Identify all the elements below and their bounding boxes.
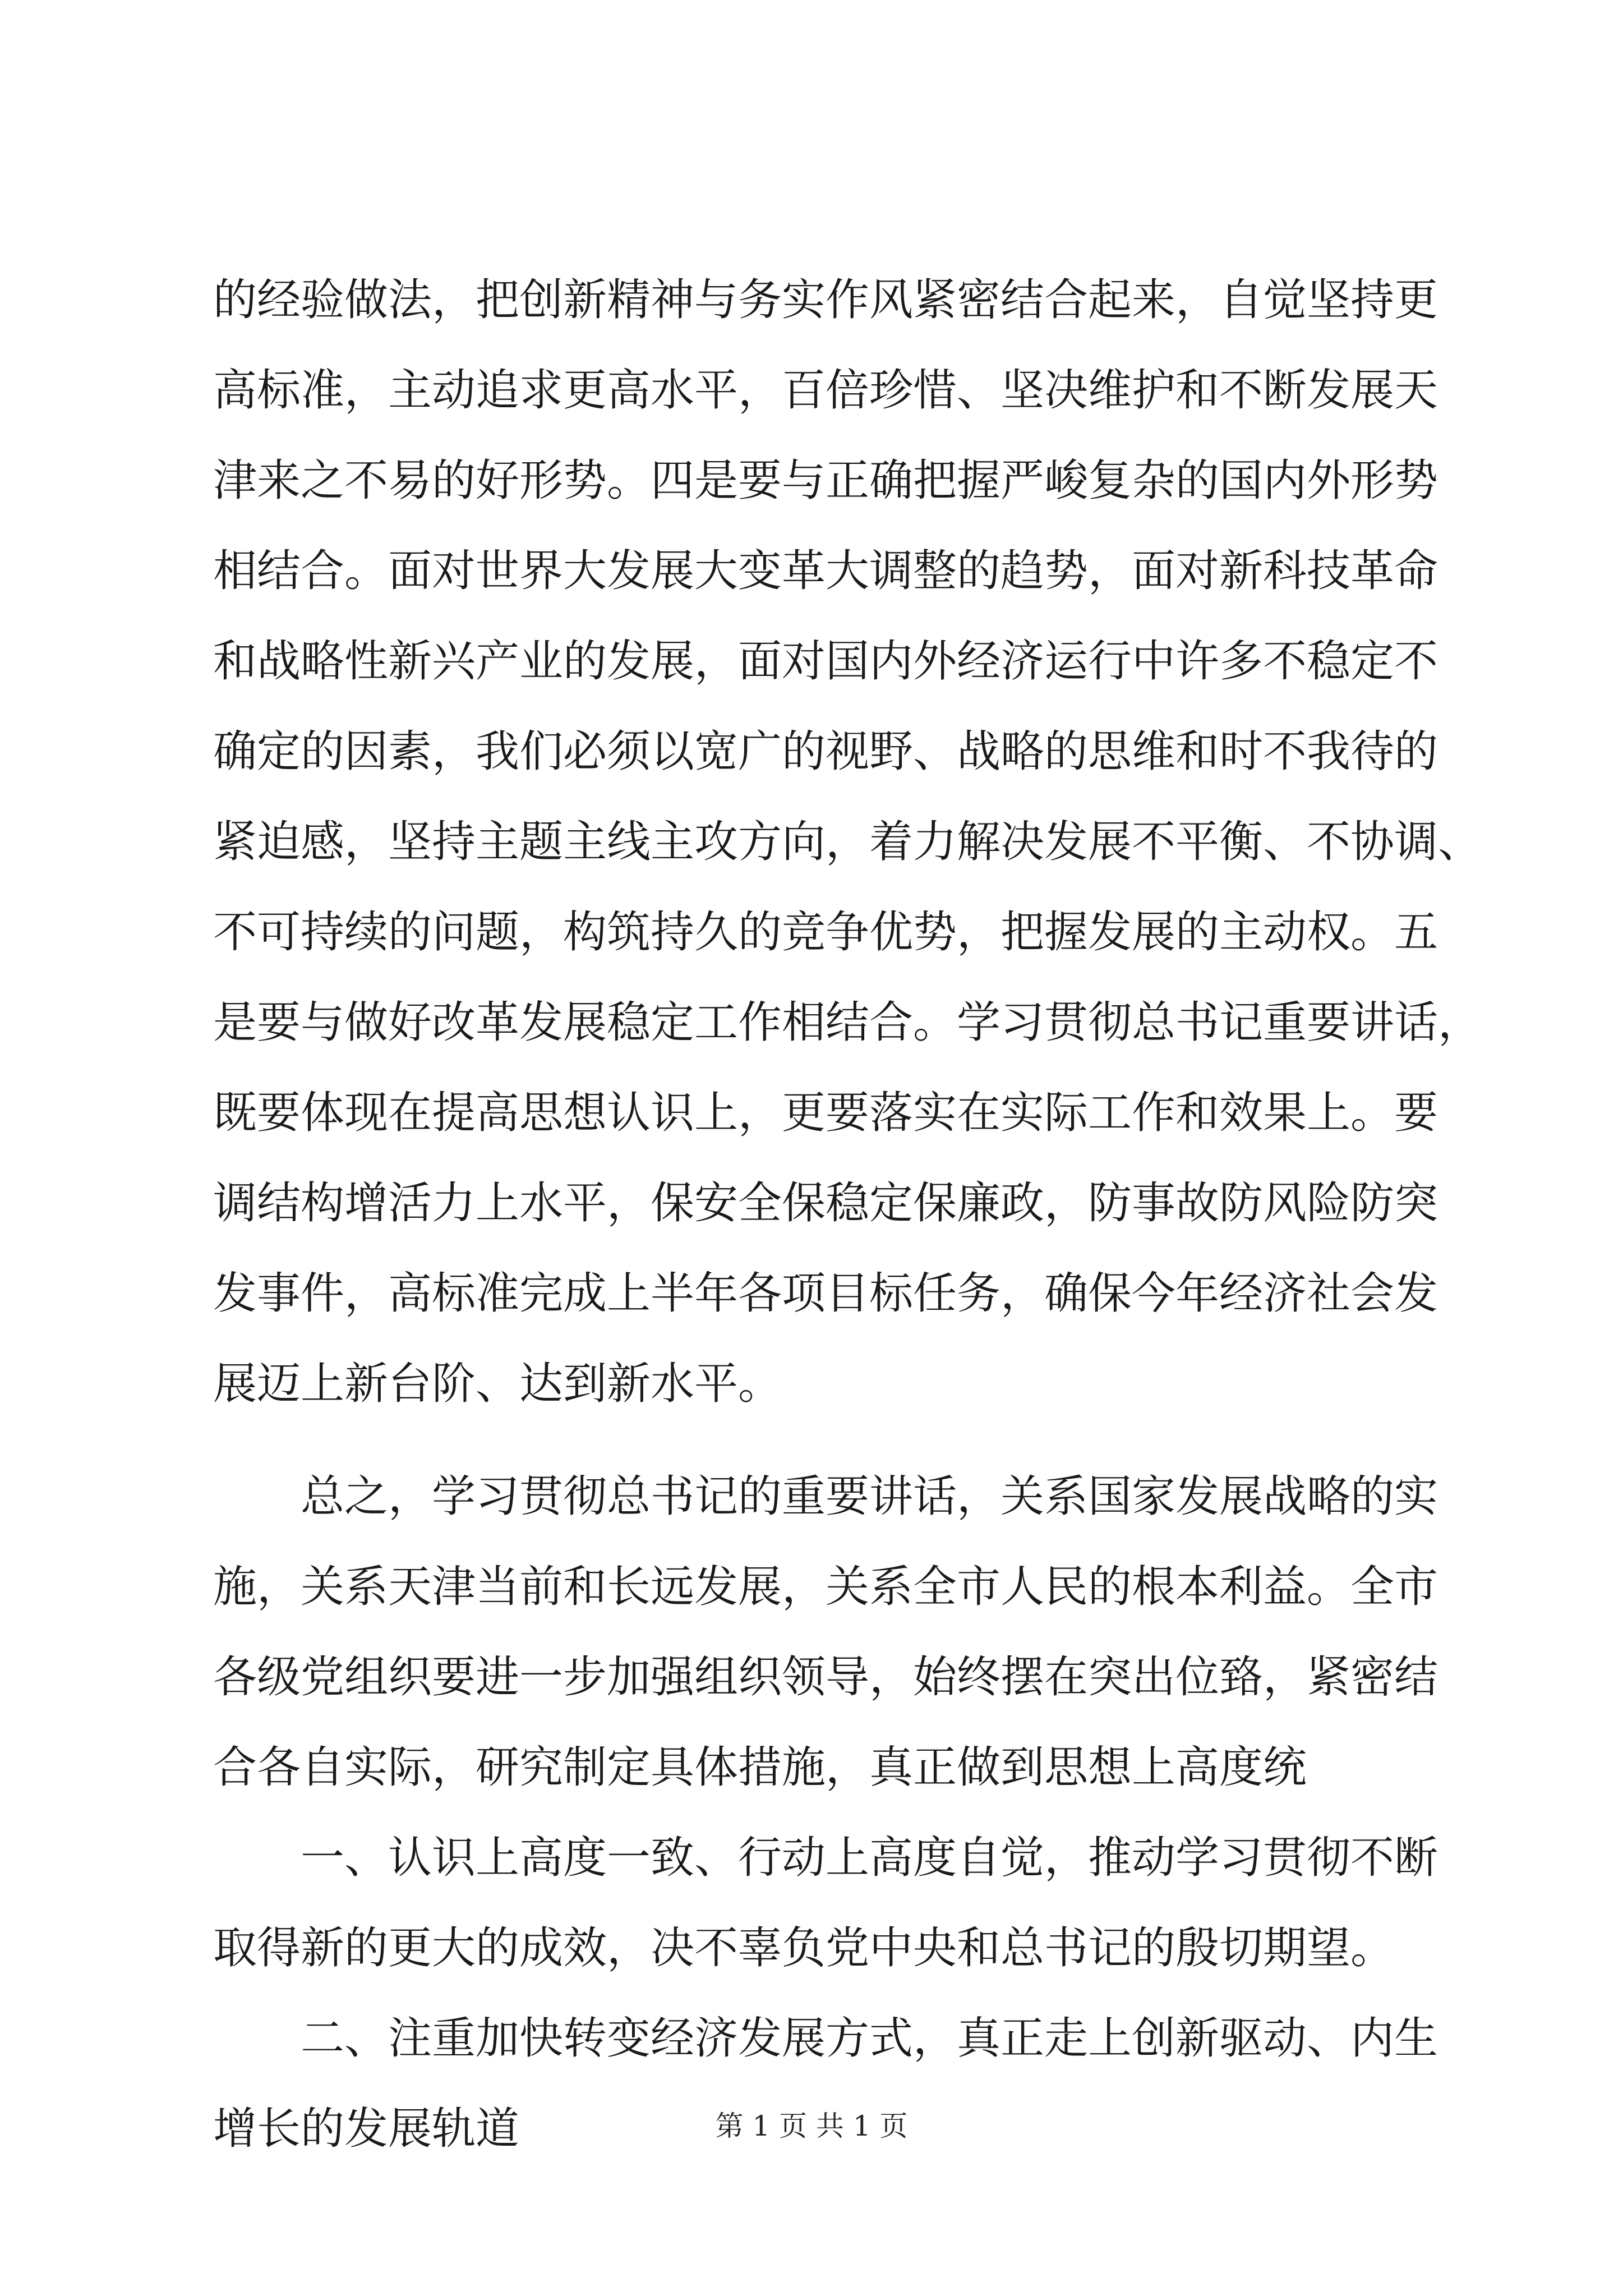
text-line: 一、认识上高度一致、行动上高度自觉，推动学习贯彻不断 (301, 1833, 1438, 1883)
text-line: 总之，学习贯彻总书记的重要讲话，关系国家发展战略的实 (301, 1471, 1438, 1522)
paragraph (213, 1813, 1438, 1994)
paragraph (213, 1452, 1438, 1813)
page-footer: 第 1 页 共 1 页 (715, 2110, 908, 2142)
text-line: 和战略性新兴产业的发展，面对国内外经济运行中许多不稳定不 (213, 636, 1438, 687)
text-line: 的经验做法，把创新精神与务实作风紧密结合起来，自觉坚持更 (213, 275, 1438, 325)
text-line: 既要体现在提高思想认识上，更要落实在实际工作和效果上。要 (213, 1088, 1438, 1138)
text-line: 是要与做好改革发展稳定工作相结合。学习贯彻总书记重要讲话， (213, 997, 1482, 1048)
text-line: 发事件，高标准完成上半年各项目标任务，确保今年经济社会发 (213, 1268, 1438, 1319)
text-line: 不可持续的问题，构筑持久的竞争优势，把握发展的主动权。五 (213, 907, 1438, 958)
text-line: 确定的因素，我们必须以宽广的视野、战略的思维和时不我待的 (213, 726, 1438, 777)
text-line: 展迈上新台阶、达到新水平。 (213, 1359, 782, 1409)
text-line: 相结合。面对世界大发展大变革大调整的趋势，面对新科技革命 (213, 546, 1438, 596)
text-line: 各级党组织要进一步加强组织领导，始终摆在突出位臵，紧密结 (213, 1652, 1438, 1703)
text-line: 津来之不易的好形势。四是要与正确把握严峻复杂的国内外形势 (213, 455, 1438, 506)
text-line: 紧迫感，坚持主题主线主攻方向，着力解决发展不平衡、不协调、 (213, 817, 1482, 867)
text-line: 增长的发展轨道 (213, 2104, 520, 2154)
text-line: 施，关系天津当前和长远发展，关系全市人民的根本利益。全市 (213, 1562, 1438, 1612)
paragraph (213, 1994, 1438, 2174)
text-line: 取得新的更大的成效，决不辜负党中央和总书记的殷切期望。 (213, 1923, 1395, 1973)
paragraph (213, 255, 1482, 1429)
text-line: 调结构增活力上水平，保安全保稳定保廉政，防事故防风险防突 (213, 1178, 1438, 1228)
text-line: 高标准，主动追求更高水平，百倍珍惜、坚决维护和不断发展天 (213, 365, 1438, 416)
document-body (213, 255, 1482, 2174)
text-line: 合各自实际，研究制定具体措施，真正做到思想上高度统 (213, 1742, 1307, 1793)
text-line: 二、注重加快转变经济发展方式，真正走上创新驱动、内生 (301, 2013, 1438, 2064)
